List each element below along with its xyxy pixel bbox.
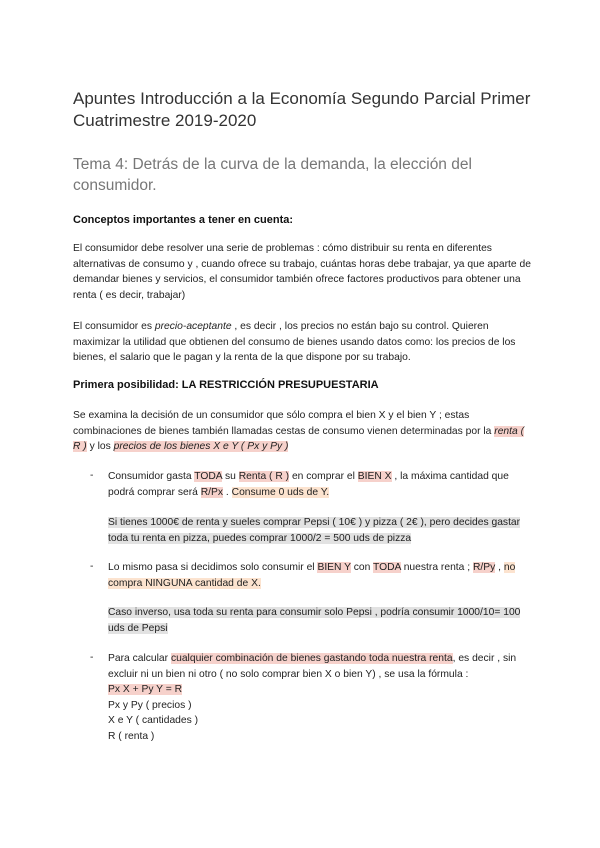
b1-example-text: Si tienes 1000€ de renta y sueles comprar Pepsi ( 10€ ) y pizza ( 2€ ), pero decides gastar toda tu renta en pizza, puedes comprar 1000/2 = 500 uds de pizza [108,517,521,544]
b1-toda: TODA [194,471,223,482]
b2-rpy: R/Py [472,562,496,573]
bullet-dash-3: - [90,652,94,663]
bullet-dash-2: - [90,561,94,572]
bullet-3-text [108,651,533,744]
bullet-1-example [108,515,533,546]
b3-line-renta: R ( renta ) [108,730,155,742]
b3-line-quantities: X e Y ( cantidades ) [108,715,199,726]
b1-renta: Renta ( R ) [238,471,290,482]
b3-t1: Para calcular [108,653,171,664]
b1-t1: Consumidor gasta [108,471,195,482]
budget-text-mid: y los [86,441,114,452]
b1-rpx: R/Px [200,486,224,498]
renta-highlight: renta ( R ) [73,425,525,452]
b2-no-compra: no compra NINGUNA cantidad de X. [108,562,516,589]
b3-t2: , es decir , sin excluir ni un bien ni otro ( no solo comprar bien X o bien Y) , se usa la fórmula : [108,653,517,680]
budget-text-a: Se examina la decisión de un consumidor que sólo compra el bien X y el bien Y ; estas combinaciones de bienes también llamadas cestas de consumo vienen determinadas por la [73,410,495,437]
budget-heading: Primera posibilidad: LA RESTRICCIÓN PRESUPUESTARIA [73,379,379,391]
concepts-paragraph-1: El consumidor debe resolver una serie de problemas : cómo distribuir su renta en diferentes alternativas de consumo y , cuando ofrece su trabajo, cuántas horas debe trabajar, ya que aparte de demandar bienes y servicios, el consumidor también ofrece factores productivos para obtener una renta ( es decir, trabajar) [73,243,531,301]
b1-consume-0: Consume 0 uds de Y. [231,486,330,498]
b1-t3: en comprar el [289,471,358,482]
b2-toda: TODA [372,562,401,573]
b1-bienx: BIEN X [357,471,392,482]
b2-bieny: BIEN Y [317,562,351,573]
b3-formula: Px X + Py Y = R [108,684,183,695]
prices-highlight: precios de los bienes X e Y ( Px y Py ) [113,441,289,452]
b1-t5: . [223,486,232,498]
document-title: Apuntes Introducción a la Economía Segundo Parcial Primer Cuatrimestre 2019-2020 [73,89,531,130]
b1-t2: su [222,471,239,482]
para2-text-b: , es decir , los precios no están bajo su control. Quieren maximizar la utilidad que obtienen del consumo de bienes usando datos como: los precios de los bienes, el salario que le pagan y la renta de la que dispone por su trabajo. [73,321,516,363]
b3-line-prices: Px y Py ( precios ) [108,699,192,711]
concepts-paragraph-2 [73,319,533,366]
bullet-2-example [108,605,533,636]
para2-italic: precio-aceptante [154,321,232,332]
b2-example-text: Caso inverso, usa toda su renta para consumir solo Pepsi , podría consumir 1000/10= 100 uds de Pepsi [108,607,521,634]
concepts-heading: Conceptos importantes a tener en cuenta: [73,214,294,226]
para2-text-a: El consumidor es [73,321,155,332]
b2-t4: , [495,562,504,573]
b3-highlight: cualquier combinación de bienes gastando toda nuestra renta [170,653,453,664]
budget-paragraph [73,408,533,455]
bullet-dash-1: - [90,470,94,481]
b2-t3: nuestra renta ; [400,562,473,573]
b2-t2: con [350,562,373,573]
bullet-2-text [108,560,533,591]
bullet-1-text [108,469,533,500]
section-subtitle: Tema 4: Detrás de la curva de la demanda, la elección del consumidor. [73,156,472,194]
b1-t4: , la máxima cantidad que podrá comprar será [108,471,509,498]
b2-t1: Lo mismo pasa si decidimos solo consumir el [108,562,318,573]
